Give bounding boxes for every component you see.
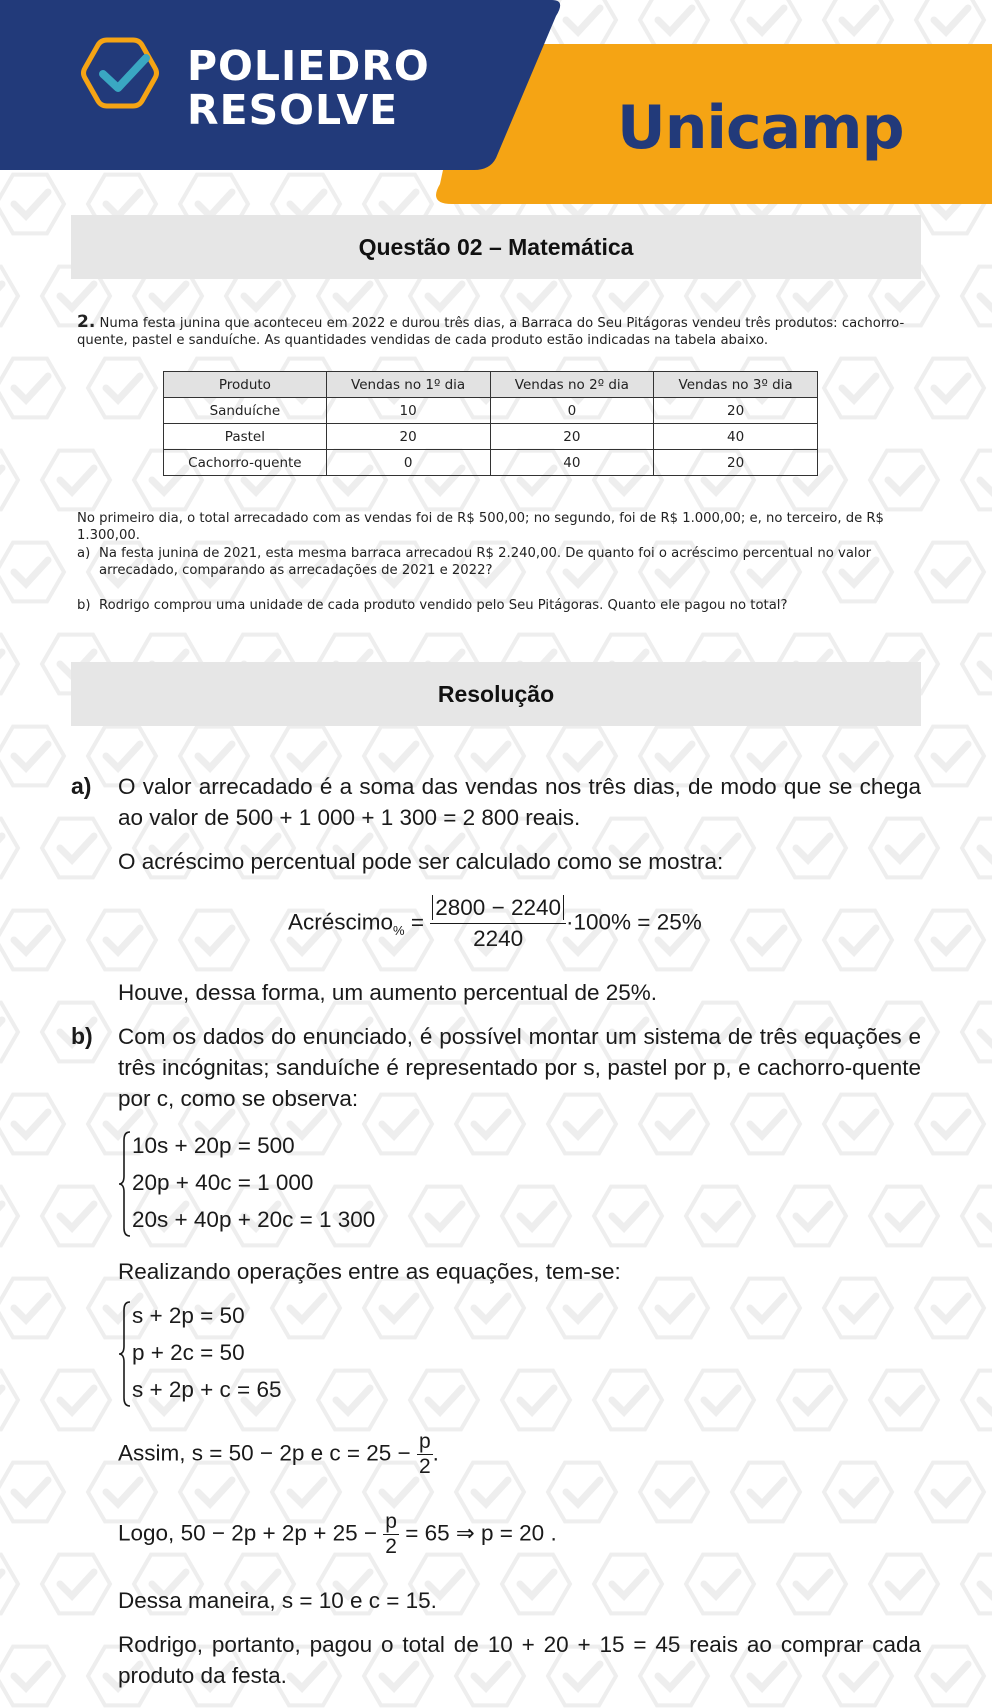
resolution-b-paragraph-1: Com os dados do enunciado, é possível montar um sistema de três equações e três incógnitas; sanduíche é representado por s, pastel por p, e cachorro-quente por c, como se observa: [118, 1024, 921, 1111]
resolution-b-paragraph-2: Realizando operações entre as equações, tem-se: [118, 1259, 621, 1284]
formula-lhs: Acréscimo [288, 909, 394, 935]
logo-denominator: 2 [385, 1535, 397, 1558]
watermark-check-icon [548, 1463, 616, 1522]
watermark-check-icon [870, 1371, 938, 1430]
watermark-check-icon [962, 451, 992, 510]
watermark-check-icon [180, 911, 248, 970]
table-cell: 0 [326, 450, 490, 476]
watermark-check-icon [0, 543, 64, 602]
formula-subscript: % [393, 922, 405, 938]
watermark-check-icon [686, 1371, 754, 1430]
formula-equals: = [410, 909, 424, 935]
system-2-equation-1: s + 2p = 50 [132, 1303, 245, 1328]
watermark-check-icon [502, 1371, 570, 1430]
table-row [164, 424, 818, 450]
watermark-check-icon [916, 543, 984, 602]
resolution-b-paragraph-4: Rodrigo, portanto, pagou o total de 10 + 20 + 15 = 45 reais ao comprar cada produto da festa. [118, 1632, 921, 1688]
watermark-check-icon [824, 1279, 892, 1338]
system-2-equation-3: s + 2p + c = 65 [132, 1377, 282, 1402]
watermark-check-icon [0, 1095, 64, 1154]
table-cell: 40 [654, 424, 818, 450]
watermark-check-icon [732, 1279, 800, 1338]
question-totals: No primeiro dia, o total arrecadado com as vendas foi de R$ 500,00; no segundo, foi de R$ 1.000,00; e, no terceiro, de R$ 1.300,00. [77, 511, 884, 543]
table-cell: 40 [490, 450, 654, 476]
question-item-b [77, 597, 917, 614]
watermark-check-icon [962, 1371, 992, 1430]
watermark-check-icon [0, 1003, 18, 1062]
watermark-check-icon [410, 1371, 478, 1430]
watermark-check-icon [456, 1279, 524, 1338]
table-cell: 20 [654, 450, 818, 476]
system-1-equation-1: 10s + 20p = 500 [132, 1133, 295, 1158]
formula-numerator: 2800 − 2240 [432, 895, 564, 920]
system-2-equation-2: p + 2c = 50 [132, 1340, 245, 1365]
watermark-check-icon [962, 1187, 992, 1246]
logo-end: = 65 ⇒ p = 20 . [405, 1520, 557, 1546]
watermark-check-icon [916, 1647, 984, 1706]
watermark-check-icon [732, 911, 800, 970]
item-b-label: b) [77, 598, 91, 613]
watermark-check-icon [502, 1187, 570, 1246]
table-row [164, 398, 818, 424]
question-title-bar: Questão 02 – Matemática [71, 215, 921, 279]
item-b-text: Rodrigo comprou uma unidade de cada produto vendido pelo Seu Pitágoras. Quanto ele pagou no total? [99, 598, 788, 613]
watermark-check-icon [0, 635, 18, 694]
watermark-check-icon [594, 1187, 662, 1246]
resolution-b-assim [118, 1430, 439, 1479]
resolution-b-paragraph-3: Dessa maneira, s = 10 e c = 15. [118, 1588, 437, 1613]
watermark-check-icon [732, 1463, 800, 1522]
system-1-equation-2: 20p + 40c = 1 000 [132, 1170, 314, 1195]
watermark-check-icon [962, 635, 992, 694]
watermark-check-icon [594, 1371, 662, 1430]
table-row [164, 450, 818, 476]
left-brace-icon [118, 1300, 132, 1408]
question-item-a [77, 545, 917, 579]
table-cell: 20 [326, 424, 490, 450]
brand-line-1: POLIEDRO [187, 42, 430, 90]
watermark-check-icon [42, 1371, 110, 1430]
resolution-a-paragraph-1: O valor arrecadado é a soma das vendas nos três dias, de modo que se chega ao valor de 500 + 1 000 + 1 300 = 2 800 reais. [118, 774, 921, 830]
brand-line-2: RESOLVE [187, 86, 399, 134]
watermark-check-icon [916, 1279, 984, 1338]
watermark-check-icon [42, 1555, 110, 1614]
watermark-check-icon [870, 1187, 938, 1246]
assim-expression: s = 50 − 2p e c = 25 − [191, 1440, 411, 1466]
watermark-check-icon [824, 359, 892, 418]
watermark-check-icon [0, 1647, 64, 1706]
sales-table [163, 371, 818, 476]
question-number: 2. [77, 312, 96, 332]
table-cell: 20 [490, 424, 654, 450]
watermark-check-icon [0, 1463, 64, 1522]
resolution-a-paragraph-2: O acréscimo percentual pode ser calculado como se mostra: [118, 849, 724, 874]
watermark-check-icon [0, 451, 18, 510]
resolution-title-bar: Resolução [71, 662, 921, 726]
table-cell: Cachorro-quente [164, 450, 327, 476]
watermark-check-icon [640, 1463, 708, 1522]
watermark-check-icon [42, 451, 110, 510]
question-statement [77, 314, 907, 349]
item-a-label: a) [77, 546, 91, 561]
table-cell: Sanduíche [164, 398, 327, 424]
watermark-check-icon [962, 819, 992, 878]
resolution-a-label: a) [71, 773, 92, 799]
logo-text: Logo, [118, 1520, 175, 1546]
left-brace-icon [118, 1130, 132, 1238]
watermark-check-icon [0, 1279, 64, 1338]
resolution-a-formula [288, 893, 702, 954]
formula-rhs: ·100% = 25% [566, 909, 702, 935]
item-a-text: Na festa junina de 2021, esta mesma barraca arrecadou R$ 2.240,00. De quanto foi o acréscimo percentual no valor arrecadado, comparando as arrecadações de 2021 e 2022? [99, 546, 872, 578]
watermark-check-icon [916, 1463, 984, 1522]
formula-fraction [430, 893, 566, 954]
watermark-check-icon [0, 727, 64, 786]
table-header-cell: Vendas no 1º dia [326, 372, 490, 398]
watermark-check-icon [0, 911, 64, 970]
watermark-check-icon [916, 727, 984, 786]
assim-text: Assim, [118, 1440, 186, 1466]
watermark-check-icon [42, 819, 110, 878]
logo-expression: 50 − 2p + 2p + 25 − [180, 1520, 378, 1546]
watermark-check-icon [0, 1555, 18, 1614]
assim-fraction [417, 1430, 433, 1479]
table-header-cell: Vendas no 2º dia [490, 372, 654, 398]
watermark-check-icon [548, 1279, 616, 1338]
watermark-check-icon [0, 1371, 18, 1430]
watermark-check-icon [686, 1187, 754, 1246]
equation-system-2 [118, 1300, 378, 1408]
watermark-check-icon [962, 1555, 992, 1614]
watermark-check-icon [88, 359, 156, 418]
watermark-check-icon [640, 1279, 708, 1338]
table-header-row [164, 372, 818, 398]
watermark-check-icon [962, 267, 992, 326]
table-cell: Pastel [164, 424, 327, 450]
watermark-check-icon [88, 911, 156, 970]
watermark-check-icon [824, 911, 892, 970]
system-1-equation-3: 20s + 40p + 20c = 1 300 [132, 1207, 376, 1232]
brand-logo-text [187, 44, 430, 132]
watermark-check-icon [824, 1463, 892, 1522]
resolution-b-label: b) [71, 1023, 93, 1049]
watermark-check-icon [916, 911, 984, 970]
watermark-check-icon [778, 1371, 846, 1430]
assim-end: . [432, 1440, 439, 1466]
table-cell: 20 [654, 398, 818, 424]
table-cell: 0 [490, 398, 654, 424]
watermark-check-icon [0, 819, 18, 878]
watermark-check-icon [0, 1187, 18, 1246]
logo-numerator: p [385, 1510, 397, 1533]
watermark-check-icon [916, 1095, 984, 1154]
logo-fraction [383, 1510, 399, 1559]
watermark-check-icon [42, 1187, 110, 1246]
watermark-check-icon [916, 359, 984, 418]
watermark-check-icon [0, 359, 64, 418]
table-cell: 10 [326, 398, 490, 424]
assim-denominator: 2 [418, 1455, 431, 1478]
watermark-check-icon [962, 1003, 992, 1062]
formula-denominator: 2240 [473, 926, 524, 951]
watermark-check-icon [0, 267, 18, 326]
table-header-cell: Vendas no 3º dia [654, 372, 818, 398]
resolution-b-logo [118, 1510, 557, 1559]
exam-name: Unicamp [617, 93, 904, 163]
resolution-a-paragraph-3: Houve, dessa forma, um aumento percentual de 25%. [118, 980, 658, 1005]
equation-system-1 [118, 1130, 448, 1238]
table-header-cell: Produto [164, 372, 327, 398]
assim-numerator: p [418, 1430, 431, 1453]
watermark-check-icon [778, 1187, 846, 1246]
question-text: Numa festa junina que aconteceu em 2022 e durou três dias, a Barraca do Seu Pitágoras vendeu três produtos: cachorro-quente, pastel e sanduíche. As quantidades vendidas de cada produto estão indicadas na tabela abaixo. [77, 316, 905, 348]
watermark-check-icon [870, 451, 938, 510]
